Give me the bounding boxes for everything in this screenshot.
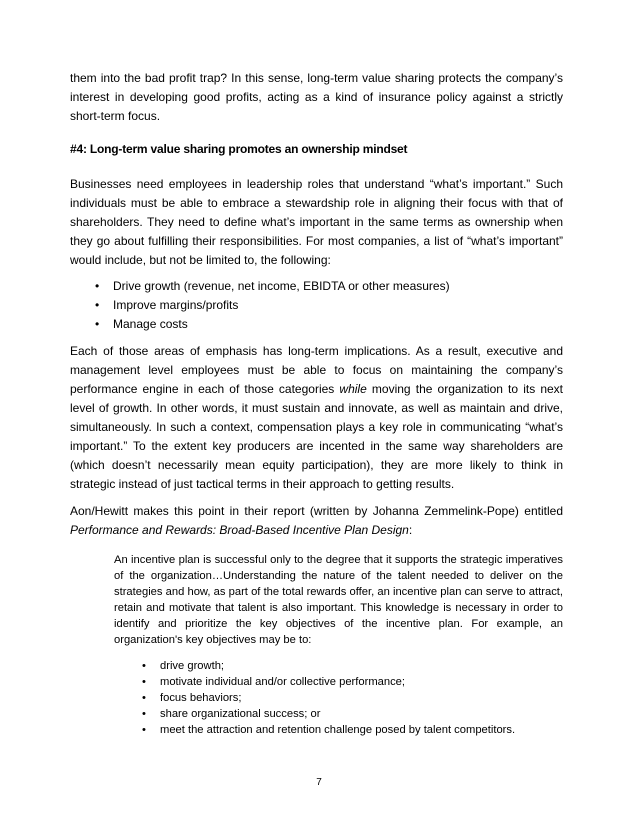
bullet-list-objectives [70, 658, 563, 738]
list-item: • Drive growth (revenue, net income, EBIDTA or other measures) [95, 277, 563, 296]
emphasis-while: while [339, 382, 367, 396]
bullet-icon: • [142, 676, 146, 688]
list-item: • meet the attraction and retention challenge posed by talent competitors. [142, 724, 516, 736]
bullet-icon: • [142, 692, 146, 704]
bullet-icon: • [95, 298, 100, 312]
paragraph-implications: Each of those areas of emphasis has long-term implications. As a result, executive and management level employees must be able to focus on maintaining the company’s performance engine in each of those categories while moving the organization to its next level of growth. In other words, it must sustain and innovate, as well as maintain and drive, simultaneously. In such a context, compensation plays a key role in communicating “what’s important.” To the extent key producers are incented in the same way shareholders are (which doesn’t necessarily mean equity participation), they are more likely to think in strategic instead of just tactical terms in their approach to getting results. [70, 344, 564, 491]
bullet-icon: • [95, 317, 100, 331]
list-item: • Improve margins/profits [95, 296, 563, 315]
block-quote: An incentive plan is successful only to the degree that it supports the strategic imperatives of the organization…Understanding the nature of the talent needed to deliver on the strategies and how, as part of the total rewards offer, an incentive plan can serve to attract, retain and motivate that talent is also important. This knowledge is necessary in order to identify and prioritize the key objectives of the incentive plan. For example, an organization's key objectives may be to: [114, 554, 563, 646]
list-item: • share organizational success; or [142, 708, 321, 720]
bullet-icon: • [142, 724, 146, 736]
list-item: • Manage costs [95, 315, 563, 334]
page-number: 7 [316, 777, 322, 788]
document-page [70, 69, 563, 738]
list-item: • focus behaviors; [142, 692, 242, 704]
bullet-icon: • [142, 708, 146, 720]
paragraph-intro: them into the bad profit trap? In this sense, long-term value sharing protects the company’s interest in developing good profits, acting as a kind of insurance policy against a strictly short-term focus. [70, 71, 563, 123]
bullet-list-priorities [70, 277, 563, 334]
paragraph-aon-hewitt: Aon/Hewitt makes this point in their report (written by Johanna Zemmelink-Pope) entitled Performance and Rewards: Broad-Based Incentive Plan Design: [70, 504, 563, 537]
list-item: • motivate individual and/or collective performance; [142, 676, 406, 688]
report-title: Performance and Rewards: Broad-Based Incentive Plan Design [70, 523, 409, 537]
bullet-icon: • [95, 279, 100, 293]
list-item: • drive growth; [142, 660, 225, 672]
section-heading: #4: Long-term value sharing promotes an ownership mindset [70, 142, 408, 156]
bullet-icon: • [142, 660, 146, 672]
paragraph-leadership: Businesses need employees in leadership roles that understand “what’s important.” Such individuals must be able to embrace a stewardship role in aligning their focus with that of shareholders. They need to define what’s important in the same terms as ownership when they go about fulfilling their responsibilities. For most companies, a list of “what’s important” would include, but not be limited to, the following: [70, 177, 563, 267]
